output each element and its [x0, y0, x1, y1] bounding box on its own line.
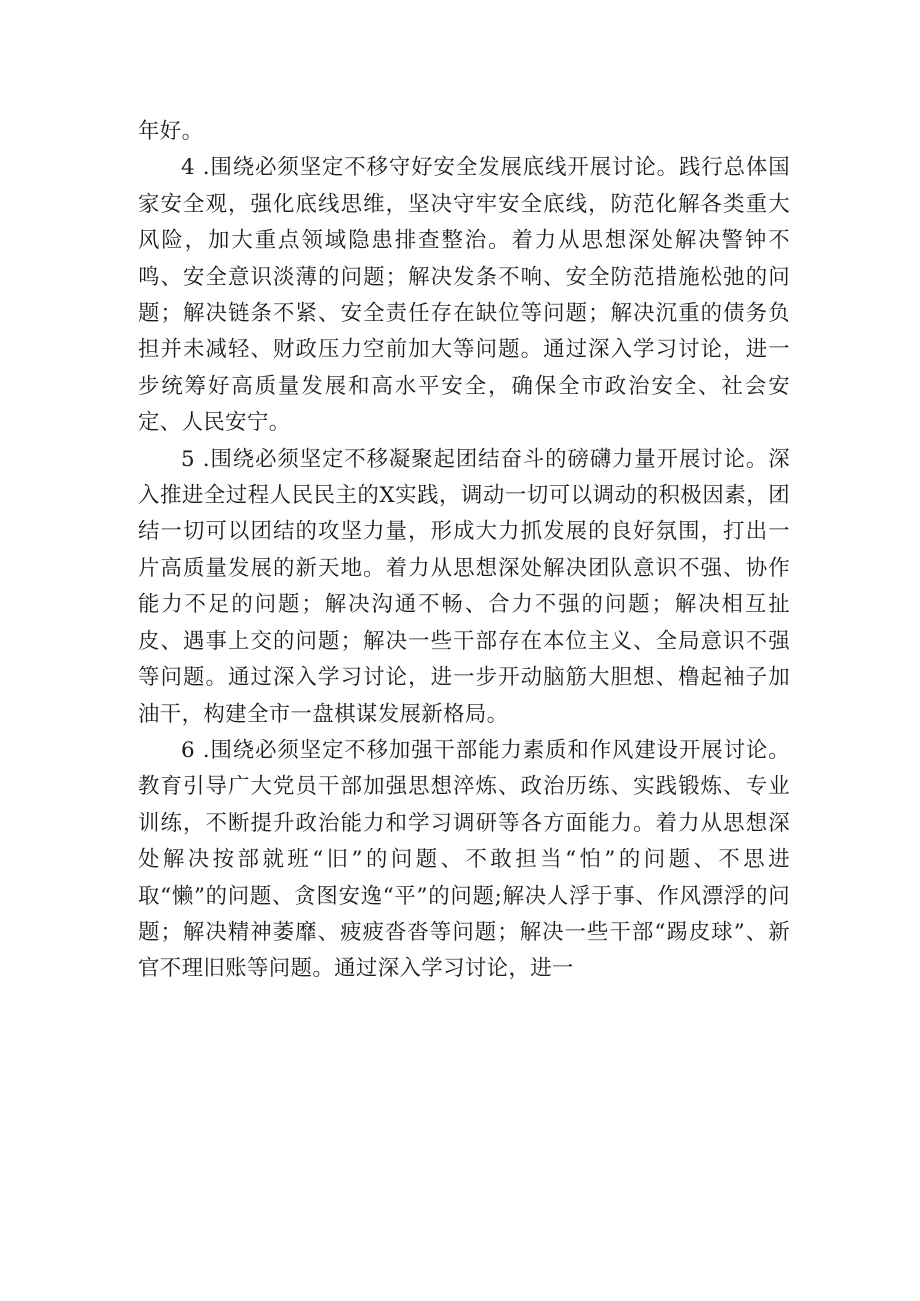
document-body — [138, 114, 790, 988]
paragraph-continued: 年好。 — [138, 119, 204, 144]
paragraph-item-6: 6 .围绕必须坚定不移加强干部能力素质和作风建设开展讨论。教育引导广大党员干部加强思想淬炼、政治历练、实践锻炼、专业训练，不断提升政治能力和学习调研等各方面能力。着力从思想深处解决按部就班“旧”的问题、不敢担当“怕”的问题、不思进取“懒”的问题、贪图安逸“平”的问题;解决人浮于事、作风漂浮的问题；解决精神萎靡、疲疲沓沓等问题；解决一些干部“踢皮球”、新官不理旧账等问题。通过深入学习讨论，进一 — [138, 737, 791, 982]
paragraph-item-4: 4 .围绕必须坚定不移守好安全发展底线开展讨论。践行总体国家安全观，强化底线思维，坚决守牢安全底线，防范化解各类重大风险，加大重点领域隐患排查整治。着力从思想深处解决警钟不鸣、安全意识淡薄的问题；解决发条不响、安全防范措施松弛的问题；解决链条不紧、安全责任存在缺位等问题；解决沉重的债务负担并未减轻、财政压力空前加大等问题。通过深入学习讨论，进一步统筹好高质量发展和高水平安全，确保全市政治安全、社会安定、人民安宁。 — [138, 155, 790, 436]
paragraph-item-5: 5 .围绕必须坚定不移凝聚起团结奋斗的磅礴力量开展讨论。深入推进全过程人民民主的X实践，调动一切可以调动的积极因素，团结一切可以团结的攻坚力量，形成大力抓发展的良好氛围，打出一片高质量发展的新天地。着力从思想深处解决团队意识不强、协作能力不足的问题；解决沟通不畅、合力不强的问题；解决相互扯皮、遇事上交的问题；解决一些干部存在本位主义、全局意识不强等问题。通过深入学习讨论，进一步开动脑筋大胆想、橹起袖子加油干，构建全市一盘棋谋发展新格局。 — [138, 446, 790, 727]
